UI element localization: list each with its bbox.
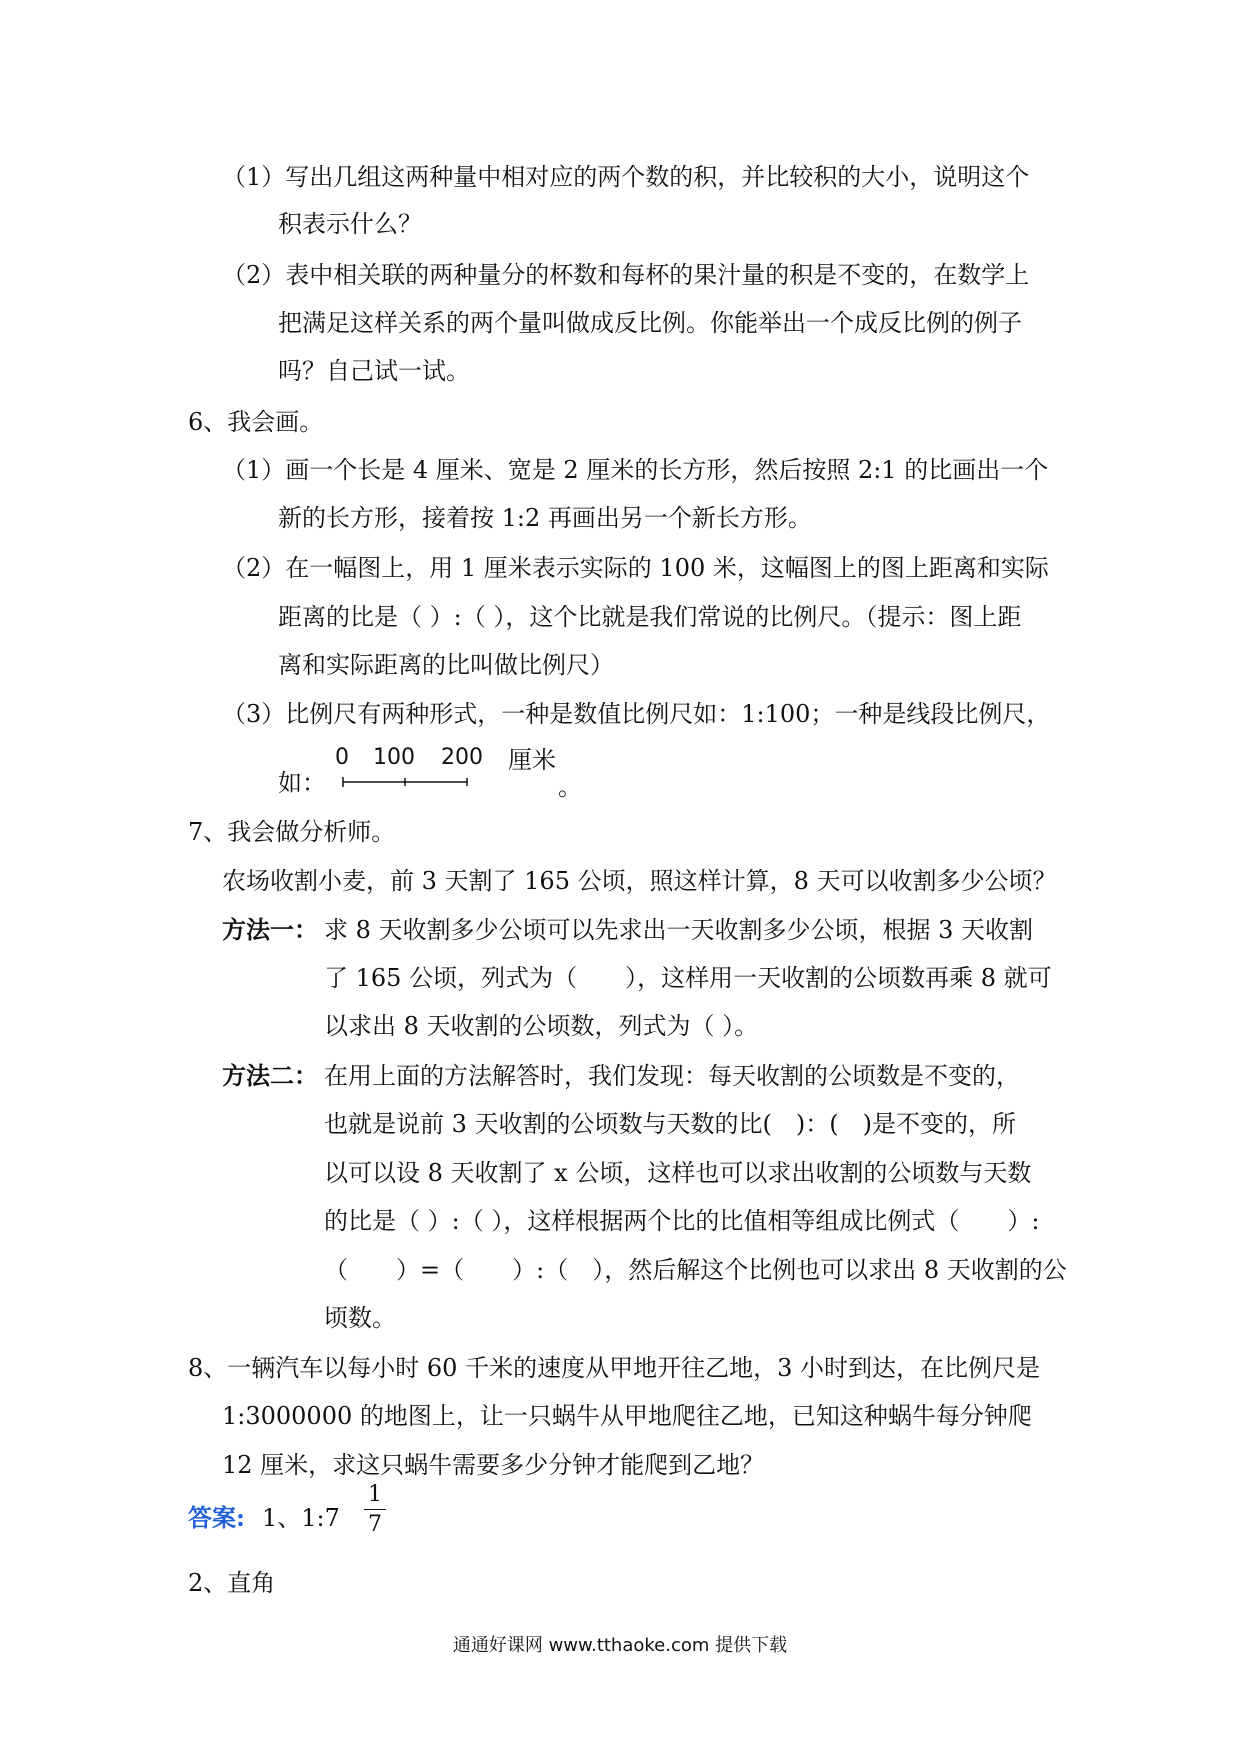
q7-method1-line3: 以求出 8 天收割的公顷数，列式为（ ）。 (324, 1012, 759, 1040)
q8-line2: 1:3000000 的地图上，让一只蜗牛从甲地爬往乙地，已知这种蜗牛每分钟爬 (222, 1402, 1032, 1430)
fraction-bar (364, 1509, 386, 1510)
q6-sub1-line1: （1）画一个长是 4 厘米、宽是 2 厘米的长方形，然后按照 2:1 的比画出一个 (222, 456, 1049, 484)
q8-line1: 8、一辆汽车以每小时 60 千米的速度从甲地开往乙地，3 小时到达，在比例尺是 (188, 1354, 1040, 1382)
answer-2: 2、直角 (188, 1569, 276, 1597)
q5-sub1-line1: （1）写出几组这两种量中相对应的两个数的积，并比较积的大小，说明这个 (222, 163, 1030, 191)
q6-sub3-prefix: 如： (278, 769, 326, 797)
q7-method2-line4: 的比是（ ）:（ ），这样根据两个比的比值相等组成比例式（ ）: (324, 1207, 1040, 1235)
q5-sub1-line2: 积表示什么？ (278, 210, 422, 238)
line-scale-bar (335, 745, 483, 795)
q6-sub3-suffix: 。 (558, 773, 582, 801)
q7-method1-line1: 求 8 天收割多少公顷可以先求出一天收割多少公顷，根据 3 天收割 (324, 916, 1034, 944)
answer-label: 答案: (188, 1503, 245, 1532)
q6-title: 6、我会画。 (188, 408, 324, 436)
q7-method2-line6: 顷数。 (324, 1304, 396, 1332)
fraction-denominator: 7 (368, 1512, 382, 1537)
scale-label-0: 0 (335, 745, 349, 770)
q7-method2-label: 方法二： (222, 1061, 318, 1090)
scale-label-100: 100 (373, 745, 415, 770)
q5-sub2-line1: （2）表中相关联的两种量分的杯数和每杯的果汁量的积是不变的，在数学上 (222, 261, 1030, 289)
answer-1: 1、1:7 (262, 1504, 340, 1532)
q6-sub2-line3: 离和实际距离的比叫做比例尺） (278, 651, 614, 679)
q7-method1-label: 方法一： (222, 915, 318, 944)
q7-method2-line2: 也就是说前 3 天收割的公顷数与天数的比( )：( )是不变的，所 (324, 1110, 1016, 1138)
q7-method1-line2: 了 165 公顷，列式为（ ），这样用一天收割的公顷数再乘 8 就可 (324, 964, 1052, 992)
scale-unit: 厘米 (508, 746, 556, 774)
q7-problem: 农场收割小麦，前 3 天割了 165 公顷，照这样计算，8 天可以收割多少公顷？ (222, 867, 1057, 895)
q8-line3: 12 厘米，求这只蜗牛需要多少分钟才能爬到乙地？ (222, 1451, 765, 1479)
q5-sub2-line3: 吗？自己试一试。 (278, 357, 470, 385)
q6-sub2-line1: （2）在一幅图上，用 1 厘米表示实际的 100 米，这幅图上的图上距离和实际 (222, 554, 1049, 582)
scale-label-200: 200 (441, 745, 483, 770)
q6-sub3-line1: （3）比例尺有两种形式，一种是数值比例尺如：1:100；一种是线段比例尺， (222, 700, 1051, 728)
page-footer: 通通好课网 www.tthaoke.com 提供下载 (452, 1635, 788, 1656)
fraction-numerator: 1 (368, 1482, 382, 1507)
q7-method2-line5: （ ）=（ ）:（ ），然后解这个比例也可以求出 8 天收割的公 (324, 1256, 1067, 1284)
q6-sub2-line2: 距离的比是（ ）:（ ），这个比就是我们常说的比例尺。（提示：图上距 (278, 603, 1022, 631)
q7-method2-line1: 在用上面的方法解答时，我们发现：每天收割的公顷数是不变的， (324, 1062, 1020, 1090)
q7-title: 7、我会做分析师。 (188, 818, 396, 846)
scale-line (335, 745, 475, 795)
q5-sub2-line2: 把满足这样关系的两个量叫做成反比例。你能举出一个成反比例的例子 (278, 309, 1022, 337)
q6-sub1-line2: 新的长方形，接着按 1:2 再画出另一个新长方形。 (278, 504, 812, 532)
q7-method2-line3: 以可以设 8 天收割了 x 公顷，这样也可以求出收割的公顷数与天数 (324, 1159, 1032, 1187)
answer-1-fraction (364, 1482, 386, 1537)
